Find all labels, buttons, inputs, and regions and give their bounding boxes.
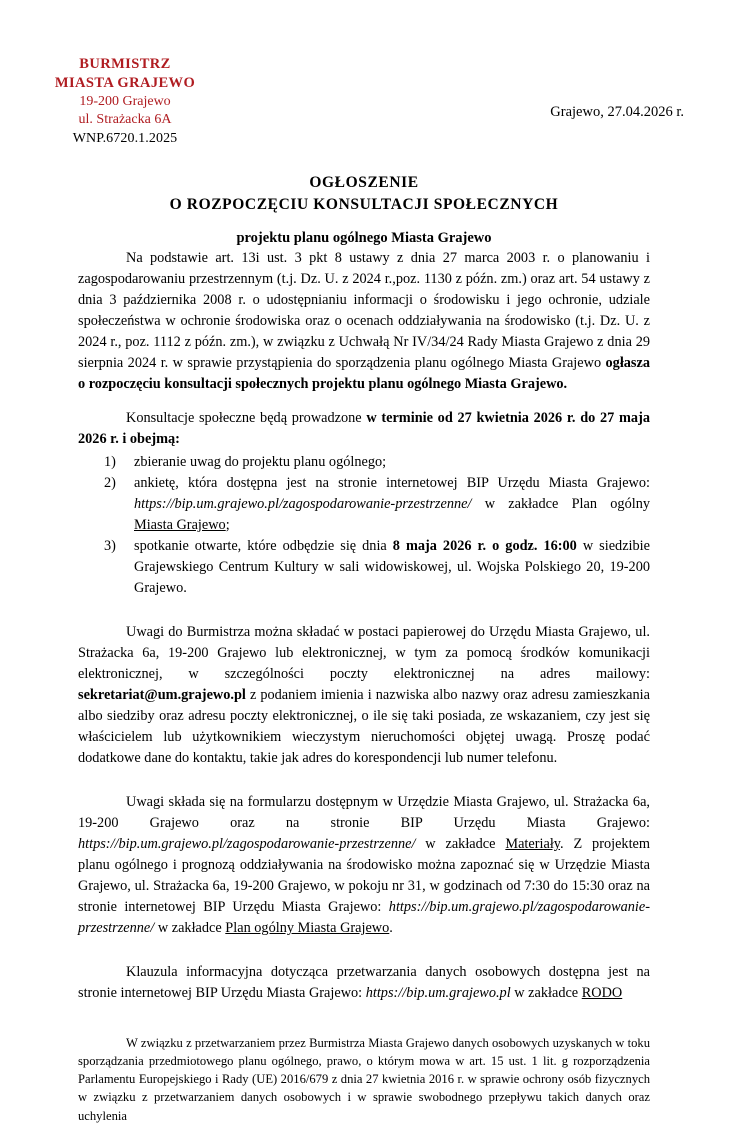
paragraph-gdpr-note: W związku z przetwarzaniem przez Burmistrza Miasta Grajewo danych osobowych uzyskanych w toku sporządzania przedmiotowego planu ogólnego, prawo, o którym mowa w art. 15 ust. 1 lit. g rozporządzenia Parlamentu Europejskiego i Rady (UE) 2016/679 z dnia 27 kwietnia 2016 r. w sprawie ochrony osób fizycznych w związku z przetwarzaniem danych osobowych i w sprawie swobodnego przepływu takich danych oraz uchylenia [78,1035,650,1123]
bip-url-materials[interactable]: https://bip.um.grajewo.pl/zagospodarowanie-przestrzenne/ [78,836,416,853]
paragraph-legal-basis [78,248,650,395]
tab-name-rodo: RODO [581,985,623,1002]
rodo-clause-text-1: Klauzula informacyjna dotycząca przetwarzania danych osobowych dostępna jest na stronie internetowej BIP Urzędu Miasta Grajewo: [78,964,650,1002]
rodo-clause-text-2: w zakładce [510,985,582,1002]
survey-tab-name: Miasta Grajewo [134,517,226,534]
remarks-submission-text-1: Uwagi do Burmistrza można składać w postaci papierowej do Urzędu Miasta Grajewo, ul. Strażacka 6a, 19-200 Grajewo lub elektronicznej, w tym za pomocą środków komunikacji elektronicznej, w szczególności poczty elektronicznej na adres mailowy: [78,624,650,683]
paragraph-consultation-period [78,408,650,450]
document-body [78,248,650,1138]
spacer [78,782,650,792]
list-item-2-mid: w zakładce Plan ogólny [471,496,650,513]
tab-name-materialy: Materiały [505,836,561,853]
contact-email[interactable]: sekretariat@um.grajewo.pl [78,687,246,704]
consultation-forms-list [78,452,650,599]
letterhead-line-postal: 19-200 Grajewo [79,93,171,109]
form-availability-text-3: . Z projektem planu ogólnego i prognozą oddziaływania na środowisko można zapoznać się w Urzędzie Miasta Grajewo, ul. Strażacka 6a, 19-200 Grajewo, w pokoju nr 31, w godzinach od 7:30 do 15:30 oraz na stronie internetowej BIP Urzędu Miasta Grajewo: [78,836,651,916]
form-availability-text-2: w zakładce [415,836,506,853]
paragraph-remarks-submission [78,622,650,769]
document-reference-number: WNP.6720.1.2025 [72,131,178,147]
list-item-collecting-remarks [78,452,650,473]
consultation-period-tail: i obejmą: [118,431,180,448]
page-title-line-2: O ROZPOCZĘCIU KONSULTACJI SPOŁECZNYCH [169,196,559,214]
form-availability-text-1: Uwagi składa się na formularzu dostępnym w Urzędzie Miasta Grajewo, ul. Strażacka 6a, 19-200 Grajewo oraz na stronie BIP Urzędu Miasta Grajewo: [78,794,650,832]
legal-basis-announcement: ogłasza o rozpoczęciu konsultacji społecznych projektu planu ogólnego Miasta Grajewo. [78,355,650,393]
consultation-period-dates: w terminie od 27 kwietnia 2026 r. do 27 maja 2026 r. [78,410,650,448]
paragraph-rodo-clause [78,962,650,1004]
letterhead-line-burmistrz: BURMISTRZ [79,56,171,72]
list-item-2-end: ; [225,517,230,534]
letterhead-line-street: ul. Strażacka 6A [78,111,172,127]
remarks-submission-text-2: z podaniem imienia i nazwiska albo nazwy oraz adresu zamieszkania albo siedziby oraz adresu poczty elektronicznej, o ile się taki posiada, ze wskazaniem, czy jest się właścicielem lub użytkownikiem wieczystym nieruchomości objętej uwagą. Proszę podać dodatkowe dane do kontaktu, takie jak adres do korespondencji lub numer telefonu. [78,687,650,767]
list-item-survey [78,473,650,536]
bip-url-rodo[interactable]: https://bip.um.grajewo.pl [365,985,511,1002]
spacer [78,612,650,622]
letterhead [0,55,250,148]
place-and-date: Grajewo, 27.04.2026 r. [550,104,684,120]
meeting-datetime: 8 maja 2026 r. o godz. 16:00 [392,538,577,555]
letterhead-line-city: MIASTA GRAJEWO [54,74,196,91]
list-item-3-lead: spotkanie otwarte, które odbędzie się dnia [134,538,393,555]
page-subtitle: projektu planu ogólnego Miasta Grajewo [236,229,492,246]
spacer [78,952,650,962]
paragraph-form-availability [78,792,650,939]
title-block [78,172,650,247]
spacer [78,1018,650,1034]
bip-url-general-plan[interactable]: https://bip.um.grajewo.pl/zagospodarowanie-przestrzenne/ [78,899,650,937]
tab-name-plan-ogolny: Plan ogólny Miasta Grajewo [225,920,390,937]
legal-basis-text: Na podstawie art. 13i ust. 3 pkt 8 ustawy z dnia 27 marca 2003 r. o planowaniu i zagospodarowaniu przestrzennym (t.j. Dz. U. z 2024 r.,poz. 1130 z późn. zm.) oraz art. 54 ustawy z dnia 3 października 2008 r. o udostępnianiu informacji o środowisku i jego ochronie, udziale społeczeństwa w ochronie środowiska oraz o ocenach oddziaływania na środowisko (t.j. Dz. U. z 2024 r., poz. 1112 z późn. zm.), w związku z Uchwałą Nr IV/34/24 Rady Miasta Grajewo z dnia 29 sierpnia 2024 r. w sprawie przystąpienia do sporządzenia planu ogólnego Miasta Grajewo [78,250,650,372]
consultation-period-lead: Konsultacje społeczne będą prowadzone [126,410,367,427]
form-availability-text-5: . [389,920,393,937]
list-item-open-meeting [78,536,650,599]
survey-url[interactable]: https://bip.um.grajewo.pl/zagospodarowanie-przestrzenne/ [134,496,472,513]
form-availability-text-4: w zakładce [154,920,226,937]
page-title-line-1: OGŁOSZENIE [309,174,419,191]
list-item-1-text: zbieranie uwag do projektu planu ogólnego; [134,454,387,471]
list-item-2-lead: ankietę, która dostępna jest na stronie internetowej BIP Urzędu Miasta Grajewo: [134,475,650,492]
list-item-3-tail: w siedzibie Grajewskiego Centrum Kultury w sali widowiskowej, ul. Wojska Polskiego 20, 19-200 Grajewo. [134,538,650,597]
